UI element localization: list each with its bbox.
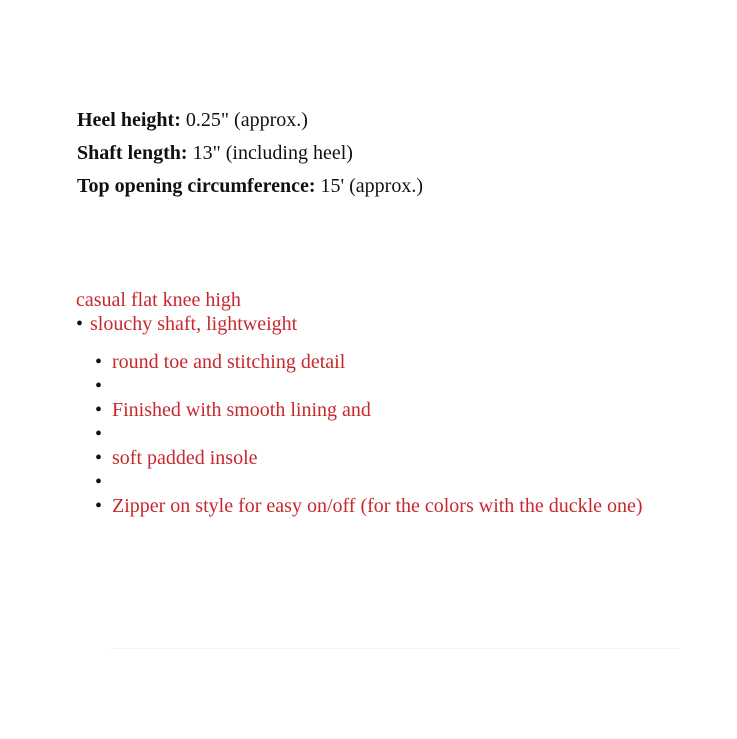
list-item-text: slouchy shaft, lightweight — [90, 313, 298, 335]
spec-heel-height — [77, 104, 423, 137]
spec-top-opening — [77, 170, 423, 203]
spec-value: 15' (approx.) — [315, 175, 423, 197]
product-specs — [77, 104, 423, 203]
bullet-icon: • — [76, 313, 84, 335]
list-item: • Finished with smooth lining and — [95, 398, 643, 422]
feature-list — [76, 350, 643, 518]
list-item — [76, 312, 643, 336]
list-item: • Zipper on style for easy on/off (for the colors with the duckle one) — [95, 494, 643, 518]
list-item — [95, 422, 643, 446]
spec-value: 13" (including heel) — [187, 142, 353, 164]
spec-shaft-length — [77, 137, 423, 170]
spec-label: Top opening circumference: — [77, 175, 316, 197]
ghost-table — [110, 648, 680, 739]
description-lead: casual flat knee high — [76, 289, 241, 311]
list-item — [95, 374, 643, 398]
spec-value: 0.25" (approx.) — [180, 109, 308, 131]
list-item: • round toe and stitching detail — [95, 350, 643, 374]
spec-label: Shaft length: — [77, 142, 188, 164]
product-description — [76, 288, 643, 518]
spec-label: Heel height: — [77, 109, 181, 131]
list-item: • soft padded insole — [95, 446, 643, 470]
list-item — [95, 470, 643, 494]
